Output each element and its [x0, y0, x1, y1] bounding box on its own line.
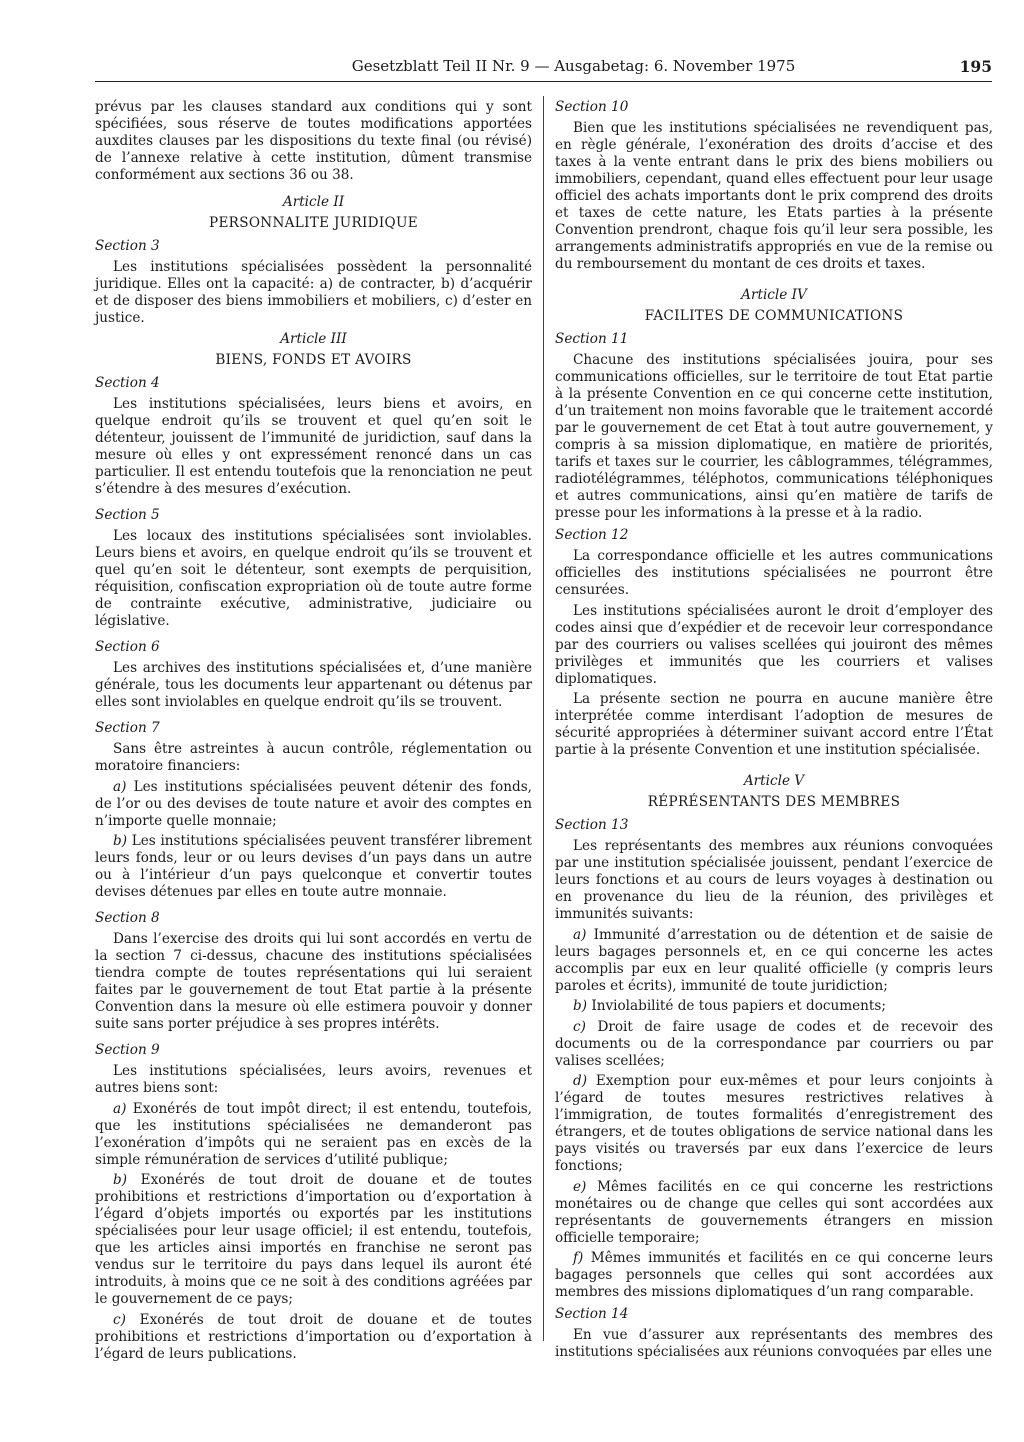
- item-text: Inviolabilité de tous papiers et documents;: [587, 998, 886, 1014]
- item-text: Les institutions spécialisées peuvent détenir des fonds, de l’or ou des devises de toute nature et avoir des comptes en n’importe quelle monnaie;: [95, 778, 532, 829]
- section-3-text: Les institutions spécialisées possèdent la personnalité juridique. Elles ont la capacité: a) de contracter, b) d’acquérir et de disposer des biens immobiliers et mobiliers, c) d’ester en justice.: [95, 259, 532, 326]
- page-number: 195: [959, 57, 992, 76]
- item-letter: b): [113, 833, 128, 849]
- section-7-item-b: [95, 833, 532, 901]
- section-4-label: Section 4: [95, 375, 160, 391]
- section-11-label: Section 11: [555, 331, 629, 347]
- page-header: [95, 57, 992, 81]
- article-5-label: Article V: [743, 773, 805, 789]
- item-letter: a): [113, 778, 127, 795]
- section-12-paragraph-2: Les institutions spécialisées auront le droit d’employer des codes ainsi que d’expédier et de recevoir leur correspondance par des courriers ou valises scellées qui jouiront des mêmes privilèges et immunités que les courriers et valises diplomatiques.: [555, 602, 993, 687]
- item-letter: b): [573, 998, 588, 1014]
- section-5-text: Les locaux des institutions spécialisées sont inviolables. Leurs biens et avoirs, en quelque endroit qu’ils se trouvent et quel qu’en soit le détenteur, sont exempts de perquisition, réquisition, confiscation expropriation où de toute autre forme de contrainte exécutive, administrative, judiciaire ou législative.: [95, 528, 532, 629]
- header-rule: [95, 81, 992, 82]
- article-4-title: FACILITES DE COMMUNICATIONS: [644, 308, 904, 324]
- item-letter: d): [573, 1073, 588, 1089]
- section-9-item-c: [95, 1312, 532, 1363]
- section-10-text: Bien que les institutions spécialisées ne revendiquent pas, en règle générale, l’exonération des droits d’accise et des taxes à la vente entrant dans le prix des biens mobiliers ou immobiliers, cependant, quand elles effectuent pour leur usage officiel des achats importants dont le prix comprend des droits et taxes de cette nature, les Etats parties à la présente Convention prendront, chaque fois qu’il leur sera possible, les arrangements administratifs appropriés en vue de la remise ou du remboursement du montant de ces droits et taxes.: [555, 120, 993, 272]
- section-13-item-d: [555, 1073, 993, 1175]
- item-letter: f): [573, 1250, 584, 1266]
- section-5-label: Section 5: [95, 507, 160, 523]
- section-12-label: Section 12: [555, 527, 629, 543]
- section-9-item-b: [95, 1172, 532, 1308]
- item-text: Mêmes facilités en ce qui concerne les restrictions monétaires ou de change que celles qui sont accordées aux représentants de gouvernements étrangers en mission officielle temporaire;: [555, 1178, 993, 1246]
- section-7-item-a: [95, 779, 532, 830]
- section-13-item-b: [555, 998, 993, 1015]
- section-7-intro: Sans être astreintes à aucun contrôle, réglementation ou moratoire financiers:: [95, 741, 532, 774]
- section-10-label: Section 10: [555, 99, 629, 115]
- section-4-text: Les institutions spécialisées, leurs biens et avoirs, en quelque endroit qu’ils se trouvent et quel qu’en soit le détenteur, jouissent de l’immunité de juridiction, sauf dans la mesure où elles y ont expressément renoncé dans un cas particulier. Il est entendu toutefois que la renonciation ne peut s’étendre à des mesures d’exécution.: [95, 396, 532, 497]
- item-text: Exemption pour eux-mêmes et pour leurs conjoints à l’égard de toutes mesures restrictives relatives à l’immigration, de toutes formalités d’enregistrement des étrangers, et de toutes obligations de service national dans les pays visités ou traversés par eux dans l’exercice de leurs fonctions;: [555, 1073, 993, 1174]
- section-3-label: Section 3: [95, 238, 160, 254]
- section-11-text: Chacune des institutions spécialisées jouira, pour ses communications officielles, sur le territoire de tout Etat partie à la présente Convention en ce qui concerne cette institution, d’un traitement non moins favorable que le traitement accordé par le gouvernement de cet Etat à tout autre gouvernement, y compris à sa mission diplomatique, en matière de priorités, tarifs et taxes sur le courrier, les câblogrammes, télégrammes, radiotélégrammes, téléphotos, communications téléphoniques et autres communications, ainsi qu’en matière de tarifs de presse pour les informations à la presse et à la radio.: [555, 352, 993, 521]
- intro-paragraph: prévus par les clauses standard aux conditions qui y sont spécifiées, sous réserve de toutes modifications apportées auxdites clauses par les dispositions du texte final (ou révisé) de l’annexe relative à cette institution, dûment transmise conformément aux sections 36 ou 38.: [95, 99, 532, 183]
- section-8-text: Dans l’exercise des droits qui lui sont accordés en vertu de la section 7 ci-dessus, chacune des institutions spécialisées tiendra compte de toutes représentations qui lui seraient faites par le gouvernement de tout Etat partie à la présente Convention dans la mesure où elle estimera pouvoir y donner suite sans porter préjudice à ses propres intérêts.: [95, 931, 532, 1032]
- article-2-label: Article II: [282, 194, 345, 210]
- item-text: Les institutions spécialisées peuvent transférer librement leurs fonds, leur or ou leurs devises d’un pays dans un autre ou à l’intérieur d’un pays quelconque et convertir toutes devises détenues par elles en toute autre monnaie.: [95, 833, 532, 900]
- section-12-paragraph-3: La présente section ne pourra en aucune manière être interprétée comme interdisant l’adoption de mesures de sécurité appropriées à déterminer suivant accord entre l’État partie à la présente Convention et une institution spécialisée.: [555, 691, 993, 758]
- item-text: Exonérés de tout impôt direct; il est entendu, toutefois, que les institutions spécialisées ne demanderont pas l’exonération d’impôts qui ne seraient pas en excès de la simple rémunération de services d’utilité publique;: [95, 1100, 532, 1168]
- article-2-title: PERSONNALITE JURIDIQUE: [209, 215, 418, 231]
- item-letter: a): [113, 1100, 127, 1117]
- item-letter: e): [573, 1178, 587, 1195]
- section-13-item-f: [555, 1250, 993, 1301]
- section-7-label: Section 7: [95, 720, 160, 736]
- section-9-item-a: [95, 1101, 532, 1169]
- article-4-label: Article IV: [741, 287, 807, 303]
- section-6-text: Les archives des institutions spécialisées et, d’une manière générale, tous les documents leur appartenant ou détenus par elles sont inviolables en quelque endroit qu’ils se trouvent.: [95, 660, 532, 710]
- item-letter: b): [113, 1172, 128, 1188]
- section-14-text: En vue d’assurer aux représentants des membres des institutions spécialisées aux réunions convoquées par elles une: [555, 1327, 993, 1360]
- item-text: Mêmes immunités et facilités en ce qui concerne leurs bagages personnels que celles qui sont accordées aux membres des missions diplomatiques d’un rang comparable.: [555, 1250, 993, 1300]
- header-title: Gesetzblatt Teil II Nr. 9 — Ausgabetag: 6. November 1975: [351, 57, 796, 75]
- left-column: [95, 99, 532, 1366]
- item-letter: c): [573, 1018, 586, 1035]
- section-13-item-a: [555, 927, 993, 995]
- section-12-paragraph-1: La correspondance officielle et les autres communications officielles des institutions spécialisées ne pourront être censurées.: [555, 548, 993, 598]
- section-13-item-e: [555, 1179, 993, 1247]
- section-13-item-c: [555, 1019, 993, 1070]
- section-13-intro: Les représentants des membres aux réunions convoquées par une institution spécialisée jouissent, pendant l’exercice de leurs fonctions et au cours de leurs voyages à destination ou en provenance du lieu de la réunion, des privilèges et immunités suivants:: [555, 838, 993, 922]
- article-3-label: Article III: [280, 331, 347, 347]
- section-9-intro: Les institutions spécialisées, leurs avoirs, revenues et autres biens sont:: [95, 1063, 532, 1096]
- item-text: Droit de faire usage de codes et de recevoir des documents ou de la correspondance par courriers ou par valises scellées;: [555, 1018, 993, 1069]
- item-text: Immunité d’arrestation ou de détention et de saisie de leurs bagages personnels et, en ce qui concerne les actes accomplis par eux en leur qualité officielle (y compris leurs paroles et écrits), immunité de toute juridiction;: [555, 926, 993, 994]
- item-text: Exonérés de tout droit de douane et de toutes prohibitions et restrictions d’importation ou d’exportation à l’égard de leurs publications.: [95, 1311, 532, 1362]
- section-13-label: Section 13: [555, 817, 629, 833]
- article-5-title: RÉPRÉSENTANTS DES MEMBRES: [647, 794, 901, 810]
- right-column: [555, 99, 993, 1365]
- item-letter: a): [573, 926, 587, 943]
- column-divider: [543, 96, 544, 1341]
- item-text: Exonérés de tout droit de douane et de toutes prohibitions et restrictions d’importation ou d’exportation à l’égard d’objets importés ou exportés par les institutions spécialisées pour leur usage officiel; il est entendu, toutefois, que les articles ainsi importés en franchise ne seront pas vendus sur le territoire du pays dans lequel ils auront été introduits, à moins que ce ne soit à des conditions agréées par le gouvernement de ce pays;: [95, 1172, 532, 1307]
- section-8-label: Section 8: [95, 910, 160, 926]
- section-14-label: Section 14: [555, 1306, 629, 1322]
- section-9-label: Section 9: [95, 1042, 160, 1058]
- item-letter: c): [113, 1311, 126, 1328]
- section-6-label: Section 6: [95, 639, 160, 655]
- article-3-title: BIENS, FONDS ET AVOIRS: [215, 352, 412, 368]
